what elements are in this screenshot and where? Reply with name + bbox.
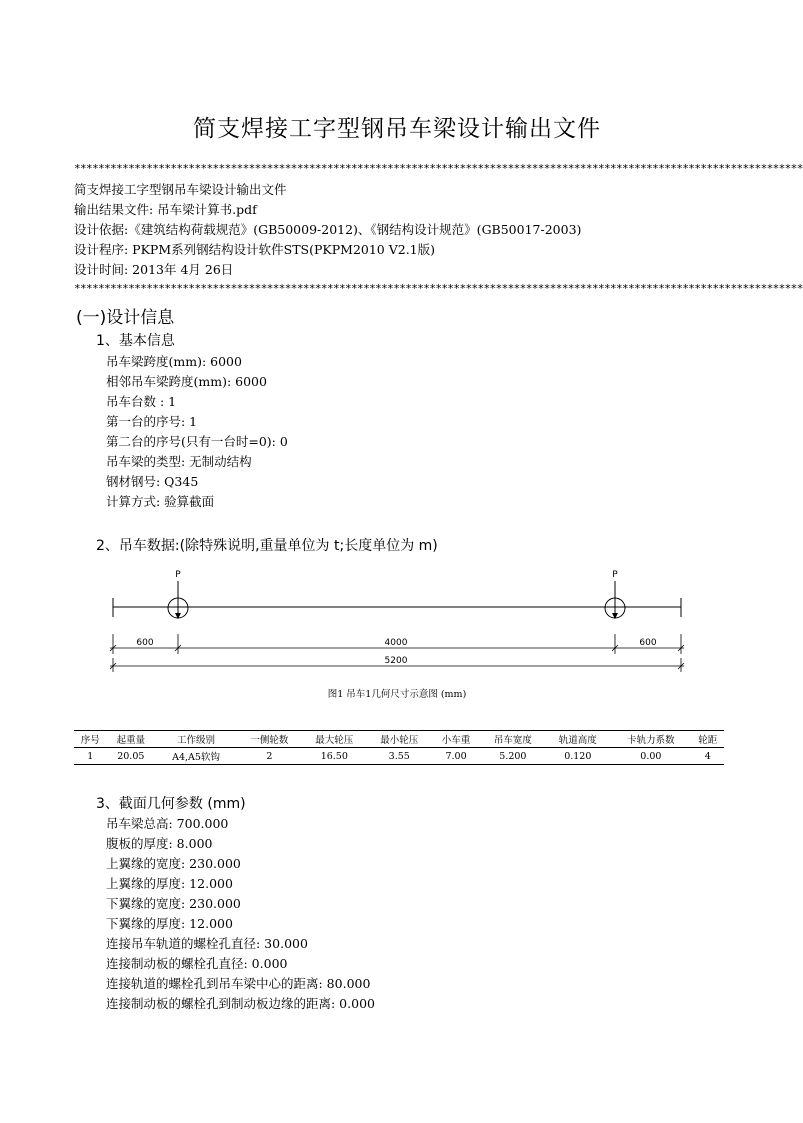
- header-line-output-file: 输出结果文件: 吊车梁计算书.pdf: [74, 202, 257, 217]
- basic-info-heading: 1、基本信息: [96, 333, 175, 349]
- col-header: 最小轮压: [380, 735, 419, 746]
- basic-info-second-crane: 第二台的序号(只有一台时=0): 0: [106, 434, 288, 449]
- geometry-top-flange-thickness: 上翼缘的厚度: 12.000: [106, 876, 233, 891]
- col-header: 起重量: [116, 735, 146, 746]
- table-cell: 7.00: [445, 750, 467, 762]
- col-header: 卡轨力系数: [627, 735, 675, 746]
- geometry-brake-bolt-distance: 连接制动板的螺栓孔到制动板边缘的距离: 0.000: [106, 996, 375, 1011]
- table-cell: 16.50: [320, 750, 348, 762]
- col-header: 吊车宽度: [493, 735, 532, 746]
- geometry-web-thickness: 腹板的厚度: 8.000: [106, 836, 213, 851]
- crane-data-heading: 2、吊车数据:(除特殊说明,重量单位为 t;长度单位为 m): [96, 538, 438, 554]
- basic-info-steel-grade: 钢材钢号: Q345: [106, 474, 199, 489]
- header-line-design-time: 设计时间: 2013年 4月 26日: [74, 262, 234, 277]
- table-header-row: [74, 731, 724, 748]
- geometry-top-flange-width: 上翼缘的宽度: 230.000: [106, 856, 241, 871]
- basic-info-crane-count: 吊车台数 : 1: [106, 394, 177, 409]
- geometry-total-height: 吊车梁总高: 700.000: [106, 816, 229, 831]
- basic-info-adjacent-span: 相邻吊车梁跨度(mm): 6000: [106, 374, 267, 389]
- document-title: 简支焊接工字型钢吊车梁设计输出文件: [193, 116, 601, 142]
- col-header: 工作级别: [177, 735, 216, 746]
- basic-info-span: 吊车梁跨度(mm): 6000: [106, 354, 242, 369]
- basic-info-calc-method: 计算方式: 验算截面: [106, 494, 215, 509]
- basic-info-beam-type: 吊车梁的类型: 无制动结构: [106, 454, 252, 469]
- basic-info-first-crane: 第一台的序号: 1: [106, 414, 198, 429]
- crane-data-table: [74, 730, 724, 765]
- load-label-left: P: [175, 570, 181, 580]
- dim-middle-label: 4000: [384, 638, 408, 648]
- table-cell: 2: [266, 750, 273, 762]
- section-geometry-heading: 3、截面几何参数 (mm): [96, 796, 246, 812]
- table-cell: A4,A5软钩: [172, 752, 220, 763]
- table-cell: 1: [87, 750, 94, 762]
- table-cell: 3.55: [388, 750, 410, 762]
- crane-geometry-figure: [0, 560, 794, 680]
- geometry-rail-bolt-distance: 连接轨道的螺栓孔到吊车梁中心的距离: 80.000: [106, 976, 371, 991]
- geometry-bottom-flange-thickness: 下翼缘的厚度: 12.000: [106, 916, 233, 931]
- table-cell: 4: [704, 750, 711, 762]
- table-cell: 0.00: [640, 750, 662, 762]
- col-header: 最大轮压: [315, 735, 354, 746]
- section-design-info-heading: (一)设计信息: [76, 308, 175, 328]
- header-line-design-program: 设计程序: PKPM系列钢结构设计软件STS(PKPM2010 V2.1版): [74, 242, 436, 257]
- dim-right-label: 600: [639, 638, 657, 648]
- col-header: 轮距: [698, 735, 718, 746]
- header-line-doc-name: 简支焊接工字型钢吊车梁设计输出文件: [74, 182, 287, 197]
- table-row: [74, 748, 724, 765]
- col-header: 一侧轮数: [250, 735, 289, 746]
- separator-top: *************************************************************************************************************************: [74, 162, 803, 175]
- col-header: 小车重: [441, 735, 471, 746]
- separator-bottom: *************************************************************************************************************************: [74, 282, 803, 295]
- geometry-bottom-flange-width: 下翼缘的宽度: 230.000: [106, 896, 241, 911]
- load-label-right: P: [612, 570, 618, 580]
- geometry-brake-bolt-diameter: 连接制动板的螺栓孔直径: 0.000: [106, 956, 288, 971]
- geometry-rail-bolt-diameter: 连接吊车轨道的螺栓孔直径: 30.000: [106, 936, 308, 951]
- figure-caption: 图1 吊车1几何尺寸示意图 (mm): [327, 689, 467, 700]
- col-header: 序号: [80, 735, 100, 746]
- table-cell: 0.120: [564, 750, 592, 762]
- header-line-design-basis: 设计依据:《建筑结构荷载规范》(GB50009-2012)、《钢结构设计规范》(GB50017-2003): [74, 222, 582, 237]
- col-header: 轨道高度: [558, 735, 597, 746]
- dim-left-label: 600: [136, 638, 154, 648]
- dim-total-label: 5200: [384, 656, 408, 666]
- table-cell: 5.200: [499, 750, 527, 762]
- table-cell: 20.05: [117, 750, 145, 762]
